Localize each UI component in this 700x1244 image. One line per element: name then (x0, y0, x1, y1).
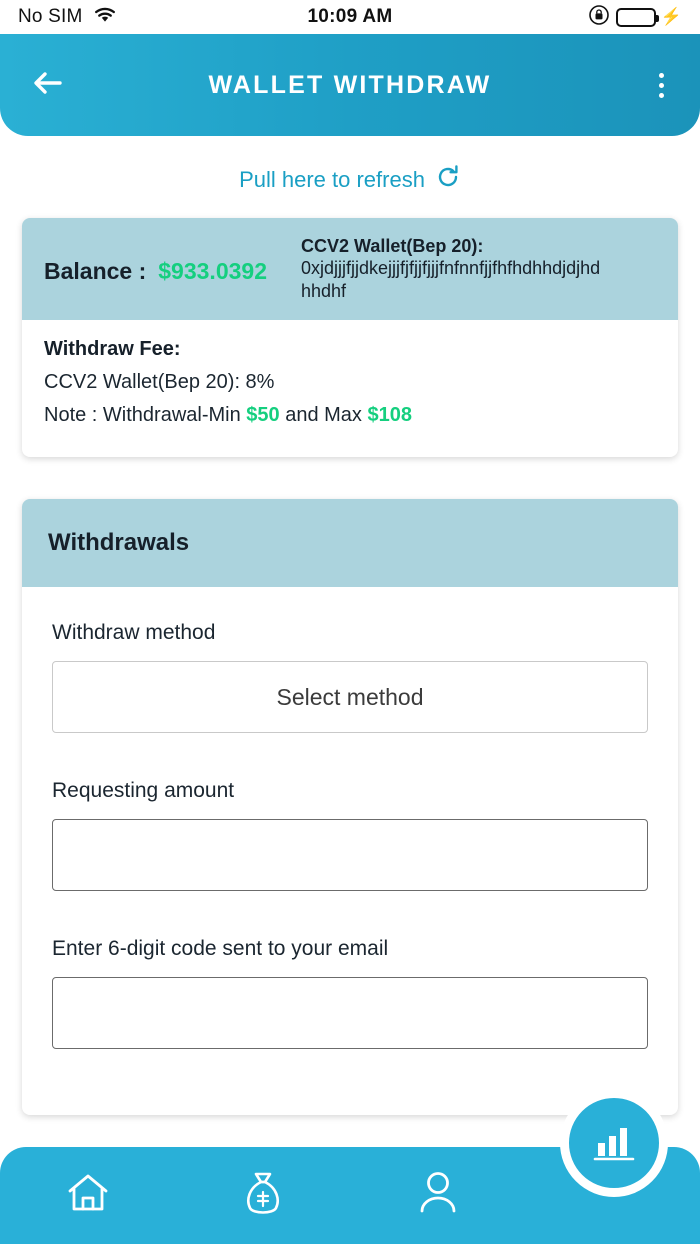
home-icon (62, 1169, 114, 1222)
requesting-amount-input[interactable] (52, 819, 648, 891)
battery-icon (616, 8, 656, 27)
balance-label: Balance : (44, 258, 147, 284)
page-title: WALLET WITHDRAW (208, 70, 492, 99)
wallet-info (301, 236, 601, 302)
app-bar (0, 34, 700, 136)
carrier-label: No SIM (18, 6, 83, 27)
lightning-bolt-icon: ⚡ (660, 7, 682, 26)
bar-chart-icon (589, 1119, 639, 1168)
requesting-amount-label: Requesting amount (52, 779, 235, 802)
status-bar (0, 0, 700, 34)
refresh-icon (435, 164, 461, 196)
balance-value: $933.0392 (158, 258, 267, 284)
withdraw-method-label: Withdraw method (52, 621, 216, 644)
status-bar-right (589, 5, 682, 30)
pull-to-refresh-label: Pull here to refresh (239, 167, 425, 192)
balance-card-header (22, 218, 678, 320)
withdraw-note (44, 404, 656, 427)
wallet-name: CCV2 Wallet(Bep 20): (301, 236, 484, 256)
wallet-address: 0xjdjjjfjjdkejjjfjfjjfjjjfnfnnfjjfhfhdhhdjdjhdhhdhf (301, 258, 601, 301)
nav-item-earnings[interactable] (175, 1168, 350, 1223)
person-icon (414, 1168, 462, 1223)
note-middle: and Max (279, 404, 368, 426)
statistics-fab-button[interactable] (560, 1089, 668, 1197)
note-prefix: Note : Withdrawal-Min (44, 404, 247, 426)
rotation-lock-icon (589, 5, 609, 30)
note-min-value: $50 (246, 404, 280, 426)
overflow-menu-icon[interactable] (653, 67, 670, 104)
note-max-value: $108 (367, 404, 412, 426)
email-code-input[interactable] (52, 977, 648, 1049)
withdrawals-card-header (22, 499, 678, 587)
nav-item-home[interactable] (0, 1169, 175, 1222)
money-bag-icon (237, 1168, 289, 1223)
withdraw-fee-section (22, 320, 678, 457)
balance-card (22, 218, 678, 457)
withdraw-method-select[interactable]: Select method (52, 661, 648, 733)
back-arrow-icon[interactable] (30, 68, 70, 103)
pull-to-refresh[interactable] (0, 136, 700, 206)
email-code-label: Enter 6-digit code sent to your email (52, 937, 389, 960)
nav-item-profile[interactable] (350, 1168, 525, 1223)
withdraw-fee-title: Withdraw Fee: (44, 338, 181, 360)
withdrawals-card (22, 499, 678, 1115)
clock-label: 10:09 AM (307, 6, 393, 27)
withdrawals-title: Withdrawals (48, 529, 190, 556)
withdraw-fee-line: CCV2 Wallet(Bep 20): 8% (44, 371, 275, 393)
withdrawals-form (22, 587, 678, 1115)
